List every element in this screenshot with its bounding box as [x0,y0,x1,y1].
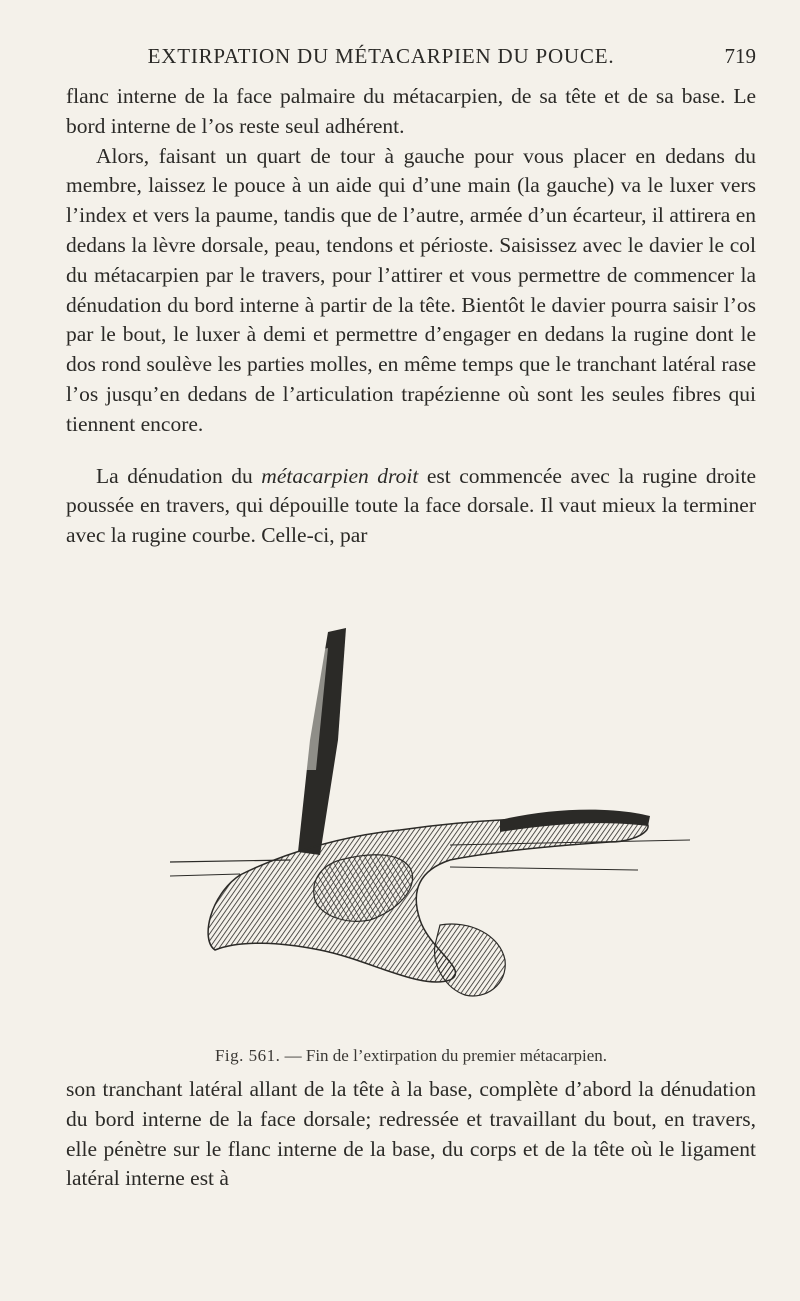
hand-hatched-area [208,818,648,996]
paragraph-4: son tranchant latéral allant de la tête à la base, complète d’abord la dénudation du bord interne de la face dorsale; redressée et travaillant du bout, en travers, elle pénètre sur le flanc interne de la base, du corps et de la tête où le ligament latéral interne est à [66,1077,756,1191]
figure-caption-text: — Fin de l’extirpation du premier métacarpien. [284,1046,608,1065]
figure-label: Fig. 561. [214,1046,281,1065]
paragraph-1: flanc interne de la face palmaire du métacarpien, de sa tête et de sa base. Le bord interne de l’os reste seul adhérent. [66,84,756,138]
page-header [66,44,756,74]
figure-illustration [170,620,690,1045]
forceps-handle [298,628,346,855]
text-block-bottom [66,1075,756,1194]
figure-caption [66,1046,756,1066]
paragraph-3-rest: est commencée avec la rugine droite poussée en travers, qui dépouille toute la face dorsale. Il vaut mieux la terminer avec la rugine courbe. Celle-ci, par [66,463,756,548]
page-number: 719 [724,44,756,68]
paragraph-3-start: La dénudation du [96,463,262,488]
paragraph-3 [66,462,756,551]
paragraph-2: Alors, faisant un quart de tour à gauche pour vous placer en dedans du membre, laissez le pouce à un aide qui d’une main (la gauche) va le luxer vers l’index et vers la paume, tandis que de l’autre, armée d’un écarteur, il attirera en dedans la lèvre dorsale, peau, tendons et périoste. Saisissez avec le davier le col du métacarpien par le travers, pour l’attirer et vous permettre de commencer la dénudation du bord interne à partir de la tête. Bientôt le davier pourra saisir l’os par le bout, le luxer à demi et permettre d’engager en dedans la rugine dont le dos rond soulève les parties molles, en même temps que le tranchant latéral rase l’os jusqu’en dedans de l’articulation trapézienne où sont les seules fibres qui tiennent encore. [66,143,756,436]
text-block-top [66,82,756,551]
paragraph-3-italic: métacarpien droit [261,463,419,488]
running-title: EXTIRPATION DU MÉTACARPIEN DU POUCE. [147,44,615,68]
